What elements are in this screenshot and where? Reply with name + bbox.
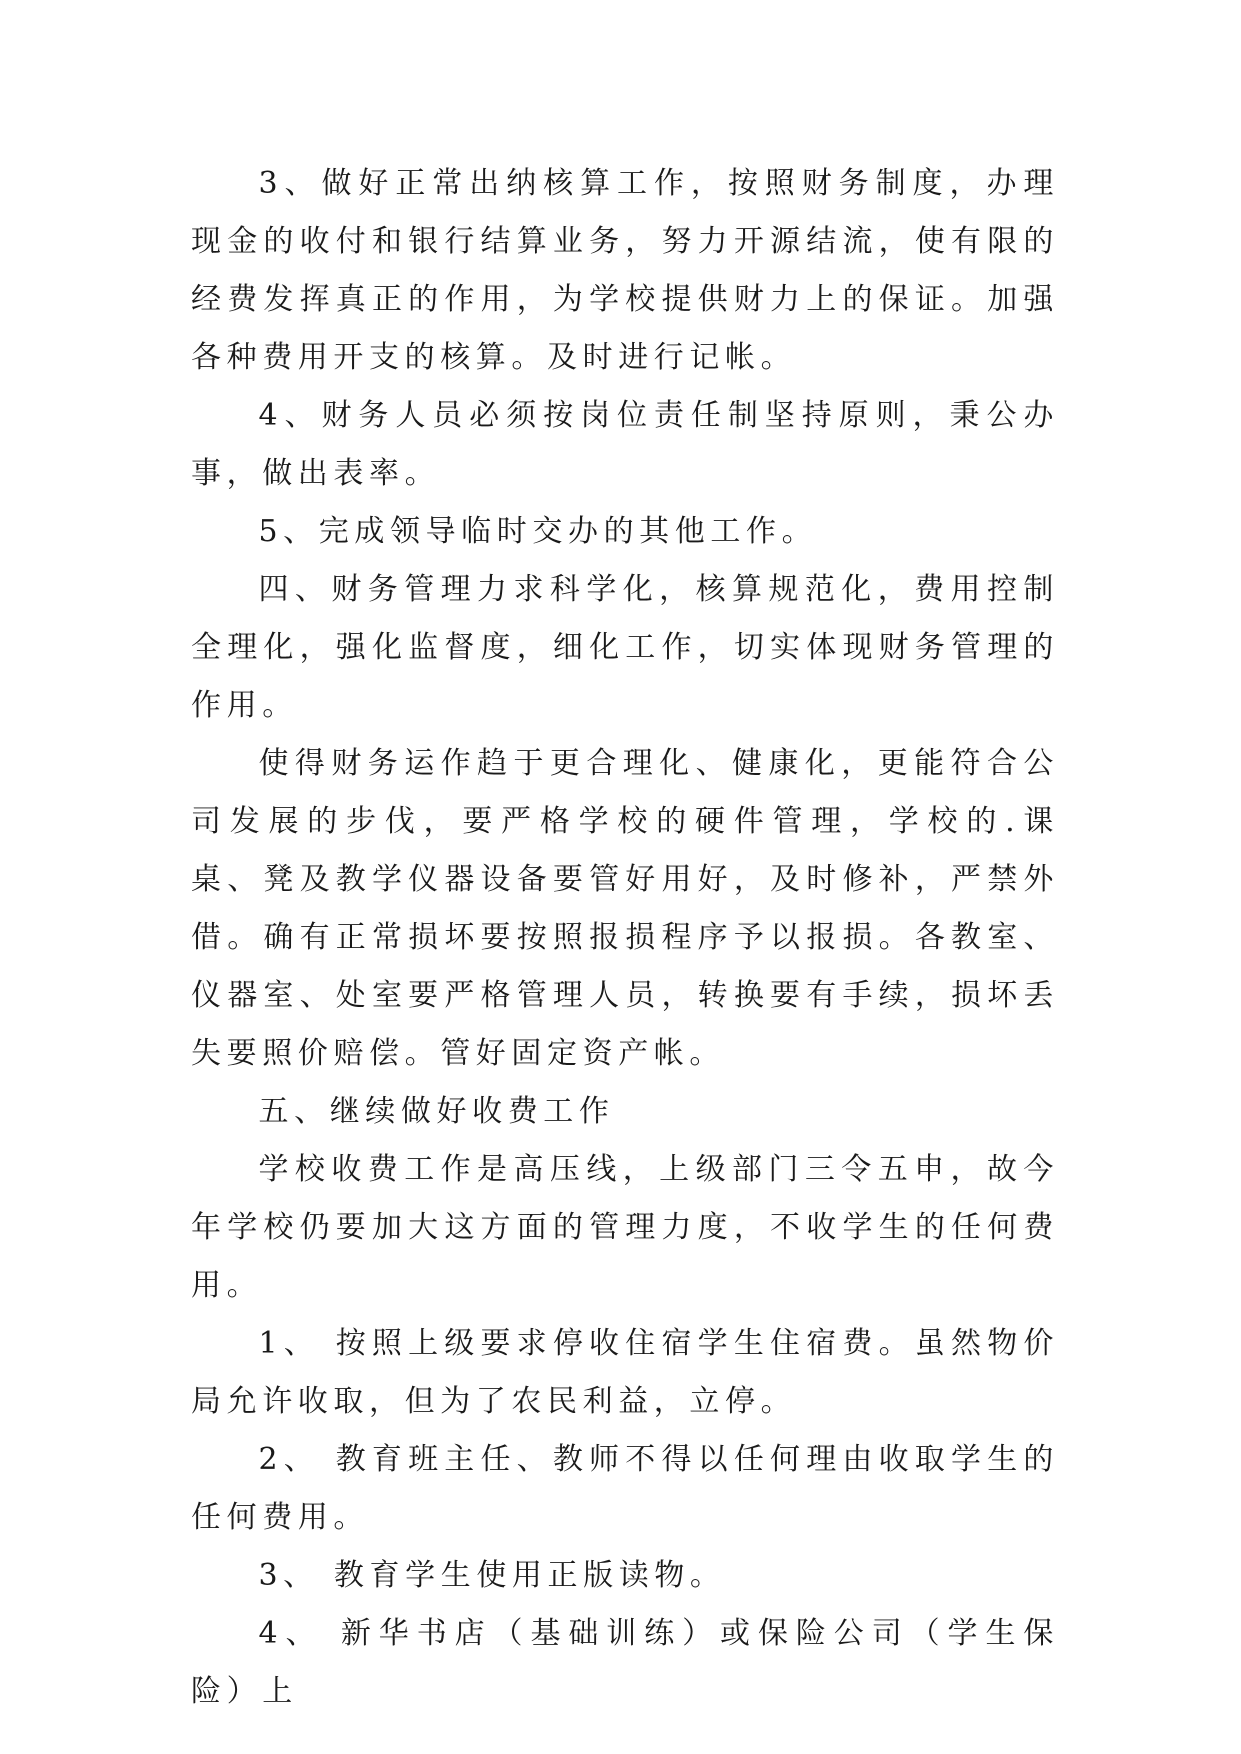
section-5-heading: 五、继续做好收费工作 <box>258 1094 615 1129</box>
fee-item-4: 4、 新华书店（基础训练）或保险公司（学生保险）上 <box>191 1616 1059 1709</box>
paragraph-item-3-cashier: 3、做好正常出纳核算工作，按照财务制度，办理现金的收付和银行结算业务，努力开源结流，使有限的经费发挥真正的作用，为学校提供财力上的保证。加强各种费用开支的核算。及时进行记帐。 <box>191 166 1059 375</box>
document-body <box>191 155 1059 1721</box>
paragraph-hardware-management: 使得财务运作趋于更合理化、健康化，更能符合公司发展的步伐，要严格学校的硬件管理，学校的.课桌、凳及教学仪器设备要管好用好，及时修补，严禁外借。确有正常损坏要按照报损程序予以报损。各教室、仪器室、处室要严格管理人员，转换要有手续，损坏丢失要照价赔偿。管好固定资产帐。 <box>191 746 1059 1071</box>
paragraph-item-4-staff: 4、财务人员必须按岗位责任制坚持原则，秉公办事，做出表率。 <box>191 398 1059 491</box>
paragraph-item-5-tasks: 5、完成领导临时交办的其他工作。 <box>258 514 818 549</box>
fee-item-3: 3、 教育学生使用正版读物。 <box>258 1558 726 1593</box>
section-4-heading: 四、财务管理力求科学化，核算规范化，费用控制全理化，强化监督度，细化工作，切实体现财务管理的作用。 <box>191 572 1059 723</box>
fee-item-1: 1、 按照上级要求停收住宿学生住宿费。虽然物价局允许收取，但为了农民利益，立停。 <box>191 1326 1059 1419</box>
paragraph-fee-policy: 学校收费工作是高压线，上级部门三令五申，故今年学校仍要加大这方面的管理力度，不收学生的任何费用。 <box>191 1152 1059 1303</box>
fee-item-2: 2、 教育班主任、教师不得以任何理由收取学生的任何费用。 <box>191 1442 1059 1535</box>
